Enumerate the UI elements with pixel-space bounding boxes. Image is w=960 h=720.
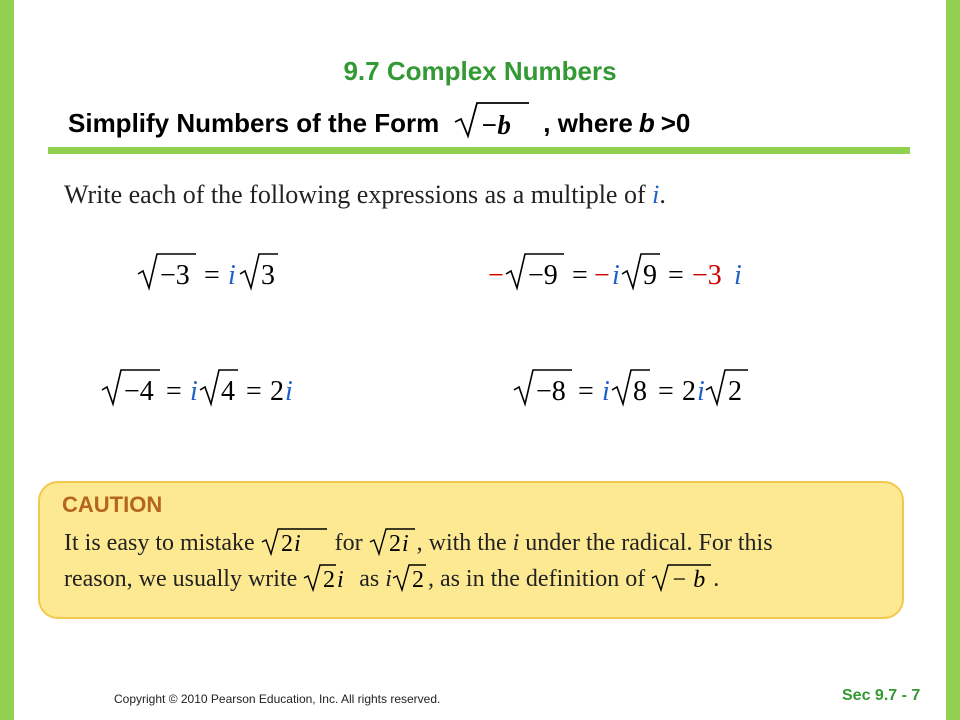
caution-l2-radical-2 [392,562,428,593]
example-2 [488,250,750,292]
right-accent-bar [946,0,960,720]
caution-l2-text-a: reason, we usually write [64,566,304,592]
ex2-minus-i: − [594,260,610,291]
caution-l2-radical-3 [651,562,713,593]
caution-line-2 [64,562,719,593]
ex3-final-i: i [285,376,293,407]
copyright-notice: Copyright © 2010 Pearson Education, Inc. All rights reserved. [114,692,441,706]
ex3-i: i [190,376,198,407]
ex4-final-radicand: 2 [728,376,742,407]
ex1-i: i [228,260,236,291]
ex3-equals-2: = [246,376,262,407]
caution-title: CAUTION [62,492,163,517]
subtitle-var-b: b [638,107,655,138]
ex1-radicand: −3 [160,260,190,291]
caution-l2-text-b: as [353,566,386,592]
caution-l2-r2: 2 [411,567,424,592]
ex1-result-radicand: 3 [261,260,275,291]
caution-l1-text-d: under the radical. For this [519,530,773,556]
ex2-final-i: i [734,260,742,291]
caution-l2-r1: 2 [323,567,336,592]
caution-l1-text-a: It is easy to mistake [64,530,261,556]
subtitle-radicand: −b [481,109,512,140]
ex2-equals-1: = [572,260,588,291]
instruction-i: i [652,180,660,209]
ex3-equals-1: = [166,376,182,407]
slide-subtitle [68,103,690,143]
ex2-leading-minus: − [488,260,504,291]
caution-l1-radical-1 [261,526,329,557]
caution-l2-text-c: , as in the definition of [427,566,652,592]
caution-l1-text-c: , with the [416,530,513,556]
left-accent-bar [0,0,14,720]
slide-title: 9.7 Complex Numbers [343,56,617,86]
ex1-equals: = [204,260,220,291]
caution-l1-i1: i [293,531,301,556]
ex4-equals-2: = [658,376,674,407]
caution-l2-text-d: . [713,566,720,592]
instruction-main: Write each of the following expressions as a multiple of [64,180,653,209]
example-3 [100,366,310,408]
ex4-i: i [602,376,610,407]
ex4-final-coef: 2 [682,376,696,407]
slide-number: Sec 9.7 - 7 [842,687,921,704]
ex2-i: i [612,260,620,291]
ex3-final-coef: 2 [270,376,284,407]
instruction-period: . [659,180,666,209]
caution-l1-text-b: for [328,530,369,556]
example-1 [136,250,286,292]
ex4-equals-1: = [578,376,594,407]
instruction-text [64,180,666,210]
ex2-equals-2: = [668,260,684,291]
caution-l2-i1: i [337,567,344,592]
ex3-radicand: −4 [124,376,154,407]
ex2-radicand: −9 [528,260,558,291]
caution-l1-radical-2 [369,526,417,557]
caution-line-1 [64,526,773,557]
caution-l2-r3: − b [671,567,706,592]
caution-l1-i2: i [401,531,409,556]
subtitle-where: , where [543,107,633,138]
ex2-result-radicand: 9 [643,260,657,291]
caution-l1-i3: i [512,530,520,556]
caution-l2-radical-1 [303,562,353,593]
caution-l1-r2: 2 [388,531,401,556]
example-4 [512,366,752,408]
header-rule [48,147,910,154]
ex2-final-coef: −3 [692,260,722,291]
ex3-result-radicand: 4 [221,376,235,407]
subtitle-condition: >0 [660,107,691,138]
subtitle-radical-expression [453,100,531,147]
ex4-result-radicand: 8 [633,376,647,407]
subtitle-text: Simplify Numbers of the Form [68,107,440,138]
ex4-radicand: −8 [536,376,566,407]
caution-l1-r1: 2 [280,531,293,556]
caution-l2-i2: i [385,566,392,592]
ex4-final-i: i [697,376,705,407]
